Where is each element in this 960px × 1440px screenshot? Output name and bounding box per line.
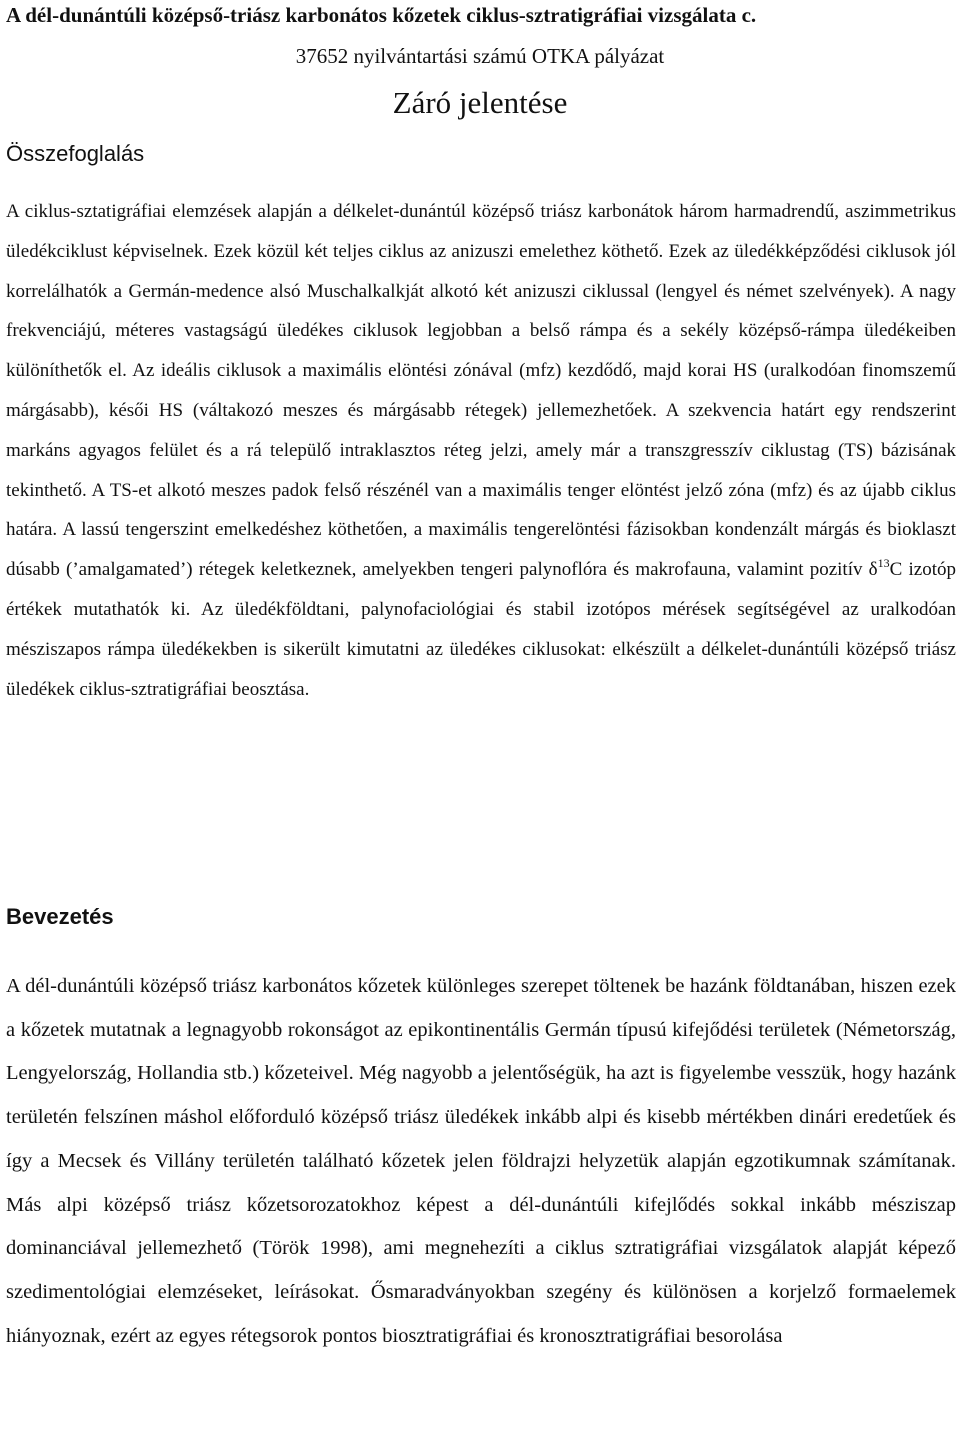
intro-paragraph: A dél-dunántúli középső triász karbonátos kőzetek különleges szerepet töltenek be hazánk földtanában, hiszen ezek a kőzetek mutatnak a legnagyobb rokonságot az epikontinentális Germán típusú kifejődési területek (Németország, Lengyelország, Hollandia stb.) kőzeteivel. Még nagyobb a jelentőségük, ha azt is figyelembe vesszük, hogy hazánk területén felszínen máshol előforduló középső triász üledékek inkább alpi és kisebb mértékben dinári eredetűek és így a Mecsek és Villány területén található kőzetek jelen földrajzi helyzetük alapján egzotikumnak számítanak. Más alpi középső triász kőzetsorozatokhoz képest a dél-dunántúli kifejlődés sokkal inkább mésziszap dominanciával jellemezhető (Török 1998), ami megnehezíti a ciklus sztratigráfiai vizsgálatok alapját képező szedimentológiai elemzéseket, leírásokat. Ősmaradványokban szegény és különösen a korjelző formaelemek hiányoznak, ezért az egyes rétegsorok pontos biosztratigráfiai és kronosztratigráfiai besorolása	[6, 975, 956, 1347]
summary-heading: Összefoglalás	[6, 141, 145, 166]
report-title: Záró jelentése	[392, 85, 568, 120]
intro-heading: Bevezetés	[6, 904, 114, 929]
project-title: A dél-dunántúli középső-triász karbonátos kőzetek ciklus-sztratigráfiai vizsgálata c.	[6, 3, 757, 27]
summary-paragraph	[6, 192, 956, 709]
summary-text-part1: A ciklus-sztatigráfiai elemzések alapján a délkelet-dunántúl középső triász karbonátok három harmadrendű, aszimmetrikus üledékciklust képviselnek. Ezek közül két teljes ciklus az anizuszi emelethez köthető. Ezek az üledékképződési ciklusok jól korrelálhatók a Germán-medence alsó Muschalkalkját alkotó két anizuszi ciklussal (lengyel és német szelvények). A nagy frekvenciájú, méteres vastagságú üledékes ciklusok legjobban a belső rámpa és a sekély középső-rámpa üledékeiben különíthetők el. Az ideális ciklusok a maximális elöntési zónával (mfz) kezdődő, majd korai HS (uralkodóan finomszemű márgásabb), késői HS (váltakozó meszes és márgásabb rétegek) jellemezhetőek. A szekvencia határt egy rendszerint markáns agyagos felület és a rá települő intraklasztos réteg jelzi, amely már a transzgresszív ciklustag (TS) bázisának tekinthető. A TS-et alkotó meszes padok felső részénél van a maximális tenger elöntést jelző zóna (mfz) és az újabb ciklus határa. A lassú tengerszint emelkedéshez köthetően, a maximális tengerelöntési fázisokban kondenzált márgás és bioklaszt dúsabb (’amalgamated’) rétegek keletkeznek, amelyekben tengeri palynoflóra és makrofauna, valamint pozitív δ	[6, 201, 956, 581]
isotope-superscript: 13	[877, 556, 890, 571]
summary-text-part2: C izotóp értékek mutathatók ki. Az üledékföldtani, palynofaciológiai és stabil izotópos mérések segítségével az uralkodóan mésziszapos rámpa üledékekben is sikerült kimutatni az üledékes ciklusokat: elkészült a délkelet-dunántúli középső triász üledékek ciklus-sztratigráfiai beosztása.	[6, 559, 956, 700]
grant-subtitle: 37652 nyilvántartási számú OTKA pályázat	[295, 44, 665, 68]
